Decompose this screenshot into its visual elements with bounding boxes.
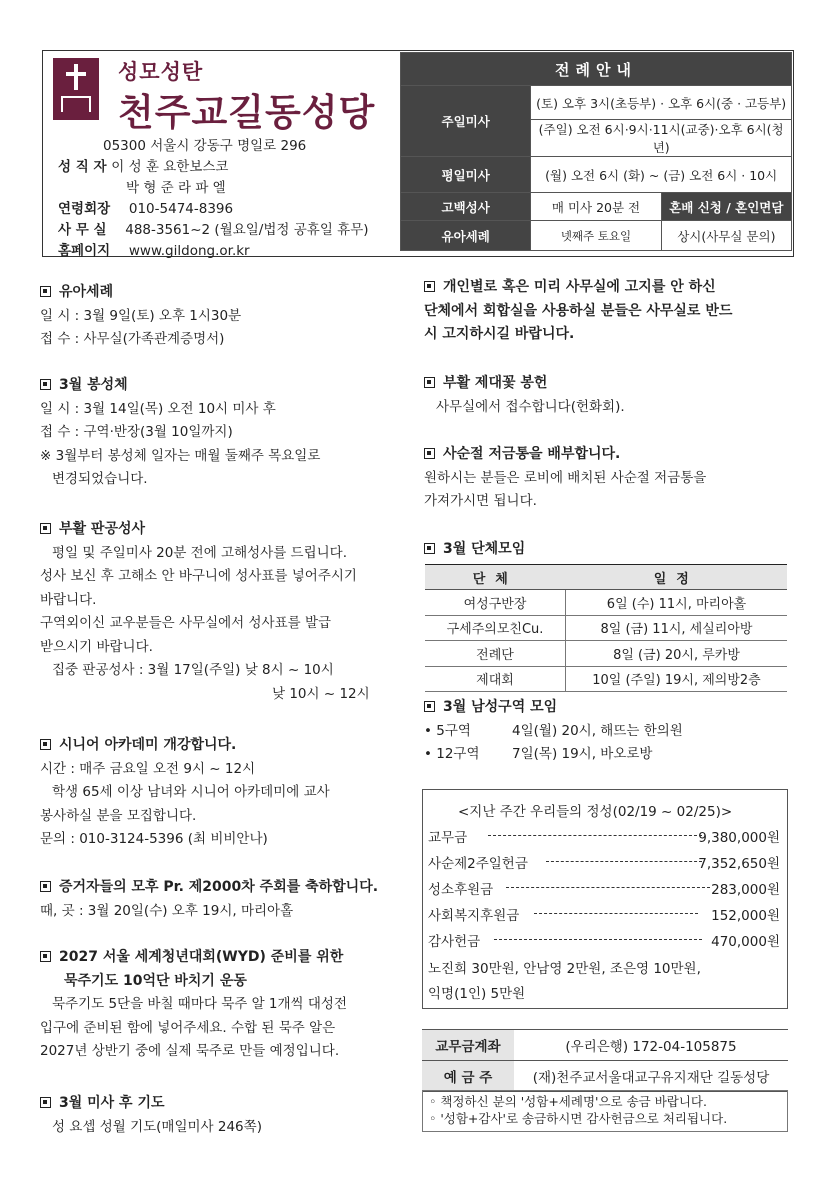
sunday-mass-row1: (토) 오후 3시(초등부) · 오후 6시(중 · 고등부) [531, 86, 792, 120]
section-men-meetings: 3월 남성구역 모임 • 5구역 4일(월) 20시, 해뜨는 한의원 • 12구역 7일(목) 19시, 바오로방 [424, 699, 683, 762]
account-label: 교무금계좌 [422, 1030, 514, 1061]
infant-baptism-value: 넷째주 토요일 [531, 221, 661, 251]
offering-anonymous: 익명(1인) 5만원 [428, 986, 526, 1002]
section-room-notice: 개인별로 혹은 미리 사무실에 고지를 안 하신 단체에서 회합실을 사용하실 분들은 사무실로 반드 시 고지하시길 바랍니다. [424, 279, 733, 342]
section-lent-box: 사순절 저금통을 배부합니다. 원하시는 분들은 로비에 배치된 사순절 저금통을 가져가시면 됩니다. [424, 446, 707, 509]
note-line: ◦ '성함+감사'로 송금하시면 감사헌금으로 처리됩니다. [429, 1111, 728, 1126]
note-line: ◦ 책정하신 분의 '성함+세례명'으로 송금 바랍니다. [429, 1094, 707, 1109]
table-row: 제대회 10일 (주일) 19시, 제의방2층 [425, 666, 787, 692]
table-row: 전례단 8일 (금) 20시, 루카방 [425, 641, 787, 667]
section-easter-confession: 부활 판공성사 평일 및 주일미사 20분 전에 고해성사를 드립니다. 성사 보신 후 고해소 안 바구니에 성사표를 넣어주시기 바랍니다. 구역외이신 교우분들은 사무실에서 성사표를 발급 받으시기 바랍니다. 집중 판공성사 : 3월 17일(주일) 낮 8시 ~ 10시 낮 10시 ~ 12시 [40, 521, 370, 702]
infant-baptism-label: 유아세례 [401, 221, 531, 251]
offering-row: 사회복지후원금 152,000원 [428, 908, 780, 924]
chair-phone: 010-5474-8396 [128, 201, 234, 217]
offering-row: 사순제2주일헌금 7,352,650원 [428, 856, 780, 872]
priest-1: 이 성 훈 요한보스코 [111, 159, 229, 175]
section-senior-academy: 시니어 아카데미 개강합니다. 시간 : 매주 금요일 오전 9시 ~ 12시 학생 65세 이상 남녀와 시니어 아카데미에 교사 봉사하실 분을 모집합니다. 문의 : 010-3124-5396 (최 비비안나) [40, 737, 330, 847]
offering-row: 성소후원금 283,000원 [428, 882, 780, 898]
section-infant-baptism: 유아세례 일 시 : 3월 9일(토) 오후 1시30분 접 수 : 사무실(가족관계증명서) [40, 284, 242, 347]
office-label: 사 무 실 [58, 222, 107, 238]
section-praesidium: 증거자들의 모후 Pr. 제2000차 주회를 축하합니다. 때, 곳 : 3월 20일(수) 오후 19시, 마리아홀 [40, 879, 379, 919]
parish-logo [53, 58, 99, 120]
depositor-name: (재)천주교서울대교구유지재단 길동성당 [514, 1061, 788, 1092]
marriage-value: 혼배 신청 / 혼인면담 [661, 193, 791, 221]
offering-title: <지난 주간 우리들의 정성(02/19 ~ 02/25)> [458, 804, 733, 820]
homepage-link[interactable]: www.gildong.or.kr [128, 243, 250, 259]
section-wyd-rosary: 2027 서울 세계청년대회(WYD) 준비를 위한 묵주기도 10억단 바치기 운동 묵주기도 5단을 바칠 때마다 묵주 알 1개씩 대성전 입구에 준비된 함에 넣어주세요. 수합 된 묵주 알은 2027년 상반기 중에 실제 묵주로 만들 예정입니다. [40, 949, 347, 1059]
offering-donors: 노진희 30만원, 안남영 2만원, 조은영 10만원, [428, 961, 701, 977]
depositor-label: 예 금 주 [422, 1061, 514, 1092]
chair-label: 연령회장 [58, 201, 111, 217]
table-row: 여성구반장 6일 (수) 11시, 마리아홀 [425, 590, 787, 616]
mass-table-title: 전례안내 [401, 53, 792, 86]
homepage-label: 홈페이지 [58, 243, 111, 259]
address: 05300 서울시 강동구 명일로 296 [103, 138, 307, 154]
mass-schedule-table [400, 52, 792, 251]
priests-label: 성 직 자 [58, 159, 107, 175]
table-row: 구세주의모친Cu. 8일 (금) 11시, 세실리아방 [425, 615, 787, 641]
priest-2: 박 형 준 라 파 엘 [126, 180, 226, 196]
weekday-mass-label: 평일미사 [401, 157, 531, 193]
account-table [422, 1029, 788, 1092]
group-col-name: 단체 [425, 565, 566, 590]
confession-value: 매 미사 20분 전 [531, 193, 661, 221]
weekday-mass-row: (월) 오전 6시 (화) ~ (금) 오전 6시 · 10시 [531, 157, 792, 193]
offering-row: 감사헌금 470,000원 [428, 934, 780, 950]
offering-row: 교무금 9,380,000원 [428, 830, 780, 846]
confession-label: 고백성사 [401, 193, 531, 221]
office-phone: 488-3561~2 (월요일/법정 공휴일 휴무) [125, 222, 369, 238]
group-meetings-table [425, 564, 787, 692]
infant-baptism-value2: 상시(사무실 문의) [661, 221, 791, 251]
account-number: (우리은행) 172-04-105875 [514, 1030, 788, 1061]
section-march-prayer: 3월 미사 후 기도 성 요셉 성월 기도(매일미사 246쪽) [40, 1092, 262, 1139]
sunday-mass-row2: (주일) 오전 6시·9시·11시(교중)·오후 6시(청년) [531, 120, 792, 157]
group-col-schedule: 일정 [566, 565, 788, 590]
parish-subtitle: 성모성탄 [118, 60, 204, 84]
sunday-mass-label: 주일미사 [401, 86, 531, 157]
section-group-meetings-title: 3월 단체모임 [424, 538, 525, 562]
remittance-note [422, 1090, 788, 1132]
parish-name: 천주교길동성당 [118, 91, 376, 134]
section-altar-flowers: 부활 제대꽃 봉헌 사무실에서 접수합니다(헌화회). [424, 372, 625, 419]
section-communion-visit: 3월 봉성체 일 시 : 3월 14일(목) 오전 10시 미사 후 접 수 : 구역·반장(3월 10일까지) ※ 3월부터 봉성체 일자는 매월 둘째주 목요일로 변경되었습니다. [40, 377, 321, 487]
